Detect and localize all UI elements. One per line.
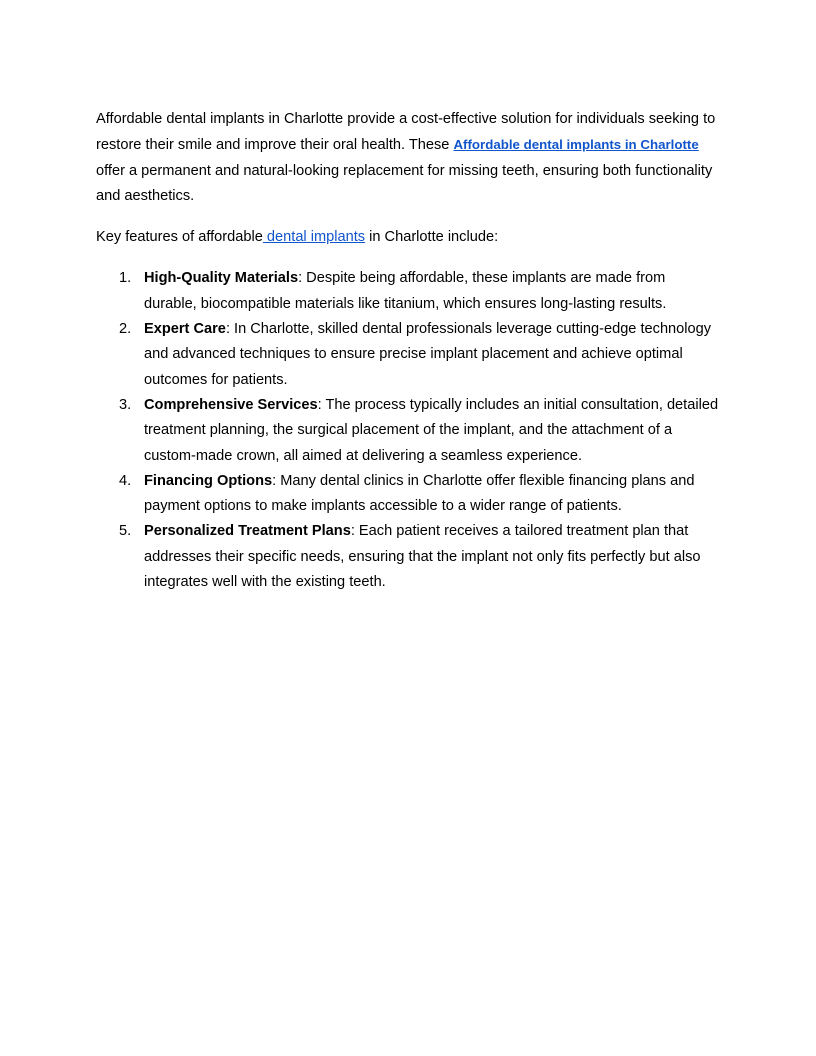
dental-implants-link[interactable]: dental implants: [262, 229, 366, 246]
list-item-number: 4.: [119, 472, 132, 489]
list-item: [96, 469, 722, 520]
list-item: [96, 266, 722, 317]
list-item: [96, 317, 722, 393]
intro-text-start: Affordable dental implants in Charlotte provide a cost-effective solution for individuals seeking to restore their smile and improve their oral health. These: [96, 111, 716, 154]
list-item-term: Comprehensive Services: [144, 396, 318, 413]
list-item-description: : Each patient receives a tailored treatment plan that addresses their specific needs, ensuring that the implant not only fits perfectly but also integrates well with the existing teeth.: [144, 523, 701, 591]
intro-paragraph: [96, 107, 722, 209]
list-item-term: Financing Options: [144, 472, 273, 489]
key-features-text-end: in Charlotte include:: [365, 229, 499, 246]
list-item-term: Expert Care: [144, 321, 226, 338]
features-list: [96, 266, 722, 595]
key-features-paragraph: [96, 225, 722, 250]
list-item: [96, 519, 722, 595]
document-page: [96, 107, 722, 595]
list-item-number: 5.: [119, 523, 132, 540]
list-item-number: 1.: [119, 270, 132, 287]
intro-text-end: offer a permanent and natural-looking replacement for missing teeth, ensuring both functionality and aesthetics.: [96, 162, 713, 204]
list-item-description: : The process typically includes an initial consultation, detailed treatment planning, the surgical placement of the implant, and the attachment of a custom-made crown, all aimed at delivering a seamless experience.: [144, 396, 719, 464]
list-item-term: High-Quality Materials: [144, 270, 299, 287]
list-item-number: 2.: [119, 321, 132, 338]
list-item-term: Personalized Treatment Plans: [144, 523, 351, 540]
list-item-number: 3.: [119, 396, 132, 413]
list-item: [96, 393, 722, 469]
key-features-text-start: Key features of affordable: [96, 229, 263, 246]
list-item-description: : In Charlotte, skilled dental professionals leverage cutting-edge technology and advanced techniques to ensure precise implant placement and achieve optimal outcomes for patients.: [144, 321, 712, 388]
affordable-implants-link[interactable]: Affordable dental implants in Charlotte: [453, 137, 699, 153]
list-item-description: : Many dental clinics in Charlotte offer flexible financing plans and payment options to make implants accessible to a wider range of patients.: [144, 472, 695, 515]
list-item-description: : Despite being affordable, these implants are made from durable, biocompatible materials like titanium, which ensures long-lasting results.: [144, 270, 667, 312]
